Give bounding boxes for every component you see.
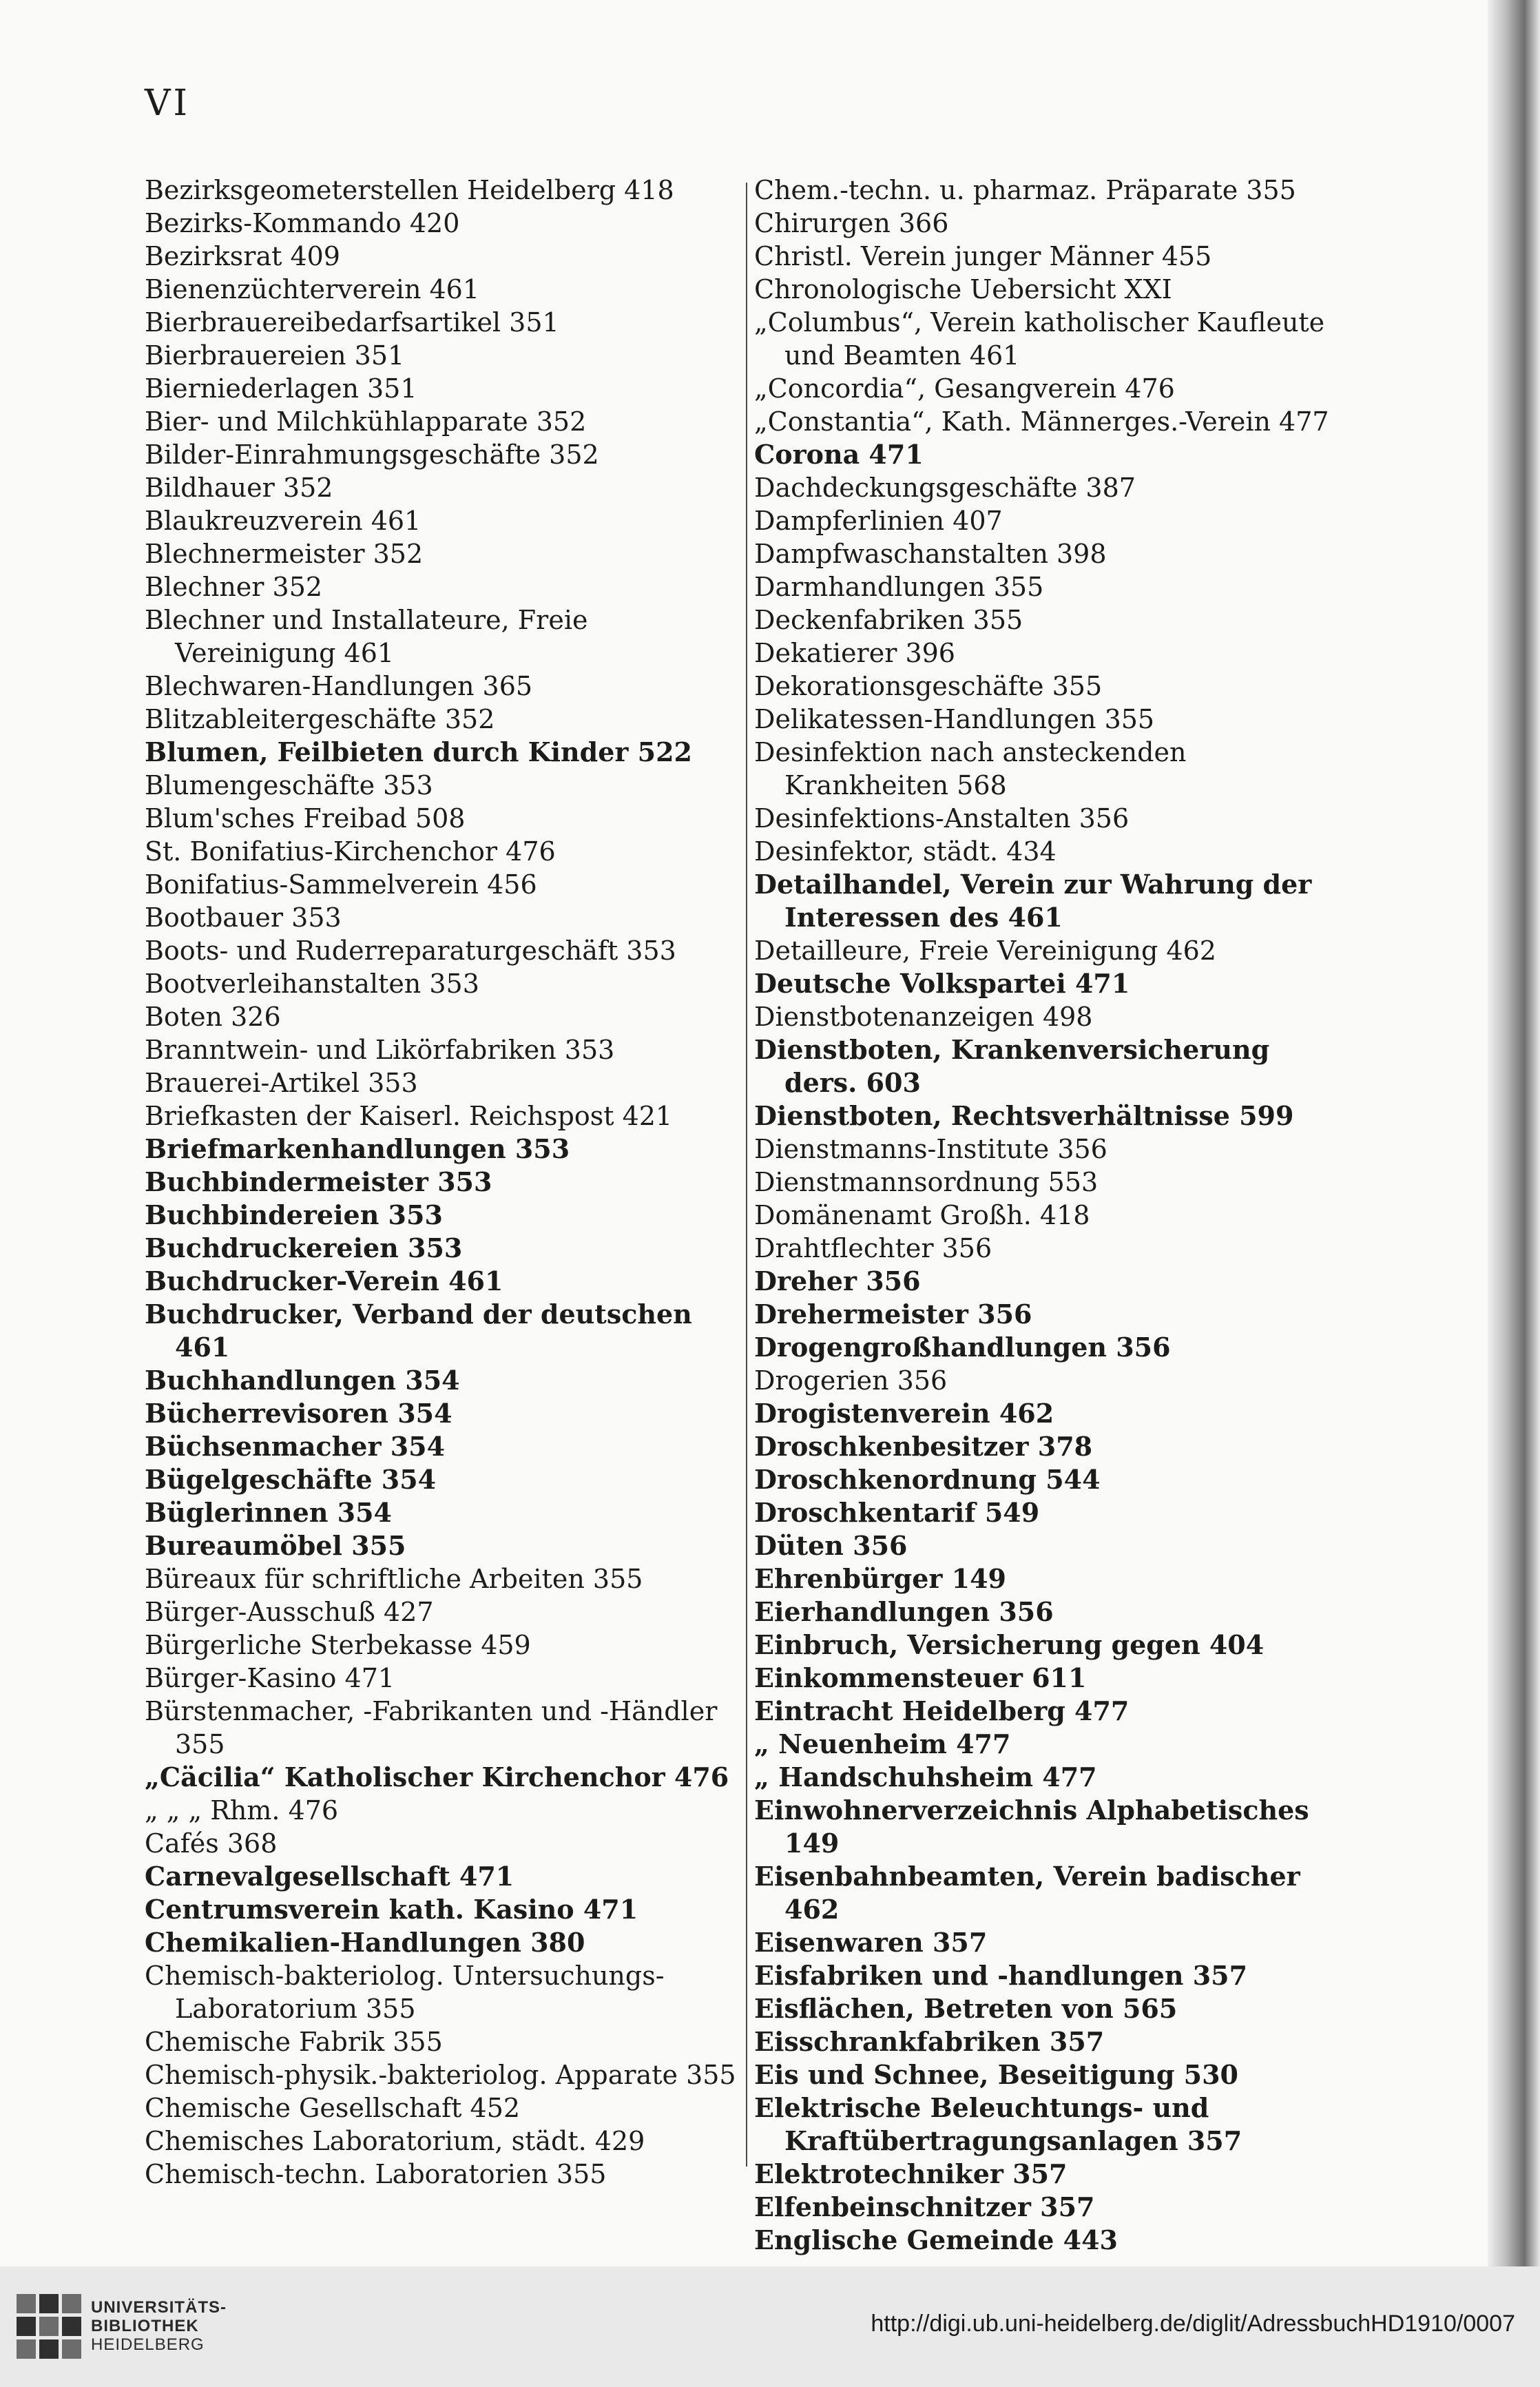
index-entry: Eisfabriken und -handlungen 357 (754, 1960, 1248, 1991)
index-entry: Drahtflechter 356 (754, 1233, 992, 1263)
index-entry: Bureaumöbel 355 (145, 1530, 406, 1561)
index-entry: Deutsche Volkspartei 471 (754, 968, 1130, 999)
index-entry: Einwohnerverzeichnis Alphabetisches 149 (754, 1795, 1309, 1859)
column-divider (746, 183, 747, 2167)
index-entry: Bürger-Ausschuß 427 (145, 1597, 434, 1627)
index-entry: Einbruch, Versicherung gegen 404 (754, 1629, 1265, 1660)
index-entry: Bierbrauereien 351 (145, 340, 405, 371)
index-entry: Centrumsverein kath. Kasino 471 (145, 1894, 638, 1925)
index-entry: Bonifatius-Sammelverein 456 (145, 869, 537, 900)
index-entry: Eintracht Heidelberg 477 (754, 1695, 1130, 1726)
index-entry: „ Handschuhsheim 477 (754, 1761, 1097, 1792)
index-entry: Bootverleihanstalten 353 (145, 969, 479, 999)
index-entry: Düten 356 (754, 1530, 908, 1561)
index-entry: Drogerien 356 (754, 1365, 948, 1396)
index-entry: Dienstboten, Krankenversicherung ders. 603 (754, 1034, 1270, 1098)
index-entry: Bezirksgeometerstellen Heidelberg 418 (145, 175, 674, 205)
index-entry: Bürger-Kasino 471 (145, 1663, 395, 1693)
index-entry: Darmhandlungen 355 (754, 572, 1044, 602)
index-entry: Eisenbahnbeamten, Verein badischer 462 (754, 1861, 1300, 1925)
index-entry: Chemisch-techn. Laboratorien 355 (145, 2159, 607, 2189)
index-entry: Blumengeschäfte 353 (145, 770, 433, 800)
index-column-left (145, 174, 737, 2191)
index-column-right (754, 174, 1346, 2257)
logo-line-3: HEIDELBERG (91, 2335, 205, 2354)
index-entry: Bezirks-Kommando 420 (145, 208, 460, 238)
index-entry: Chemisches Laboratorium, städt. 429 (145, 2126, 645, 2156)
index-entry: Corona 471 (754, 439, 924, 470)
index-entry: Büglerinnen 354 (145, 1497, 392, 1528)
index-entry: Brauerei-Artikel 353 (145, 1068, 418, 1098)
index-entry: Buchhandlungen 354 (145, 1365, 460, 1396)
index-entry: Bierniederlagen 351 (145, 373, 417, 404)
index-entry: Chemische Gesellschaft 452 (145, 2093, 521, 2123)
index-entry: Buchdruckereien 353 (145, 1232, 463, 1263)
index-entry: Dachdeckungsgeschäfte 387 (754, 473, 1136, 503)
index-entry: Eisschrankfabriken 357 (754, 2026, 1105, 2057)
index-entry: Buchbindereien 353 (145, 1199, 443, 1230)
index-entry: „Cäcilia“ Katholischer Kirchenchor 476 (145, 1761, 729, 1792)
index-entry: Eisflächen, Betreten von 565 (754, 1993, 1178, 2024)
index-entry: Bienenzüchterverein 461 (145, 274, 480, 304)
index-entry: Dekatierer 396 (754, 638, 955, 668)
index-entry: Blechnermeister 352 (145, 539, 424, 569)
page-number: VI (145, 83, 191, 124)
index-entry: Delikatessen-Handlungen 355 (754, 704, 1155, 734)
index-entry: Bier- und Milchkühlapparate 352 (145, 406, 587, 437)
index-entry: Detailleure, Freie Vereinigung 462 (754, 936, 1216, 966)
index-entry: Eis und Schnee, Beseitigung 530 (754, 2059, 1238, 2090)
index-entry: Droschkenordnung 544 (754, 1464, 1101, 1495)
index-entry: Ehrenbürger 149 (754, 1563, 1006, 1594)
index-entry: Drogistenverein 462 (754, 1398, 1054, 1429)
index-entry: Briefkasten der Kaiserl. Reichspost 421 (145, 1101, 673, 1131)
index-entry: Dreher 356 (754, 1265, 921, 1296)
index-entry: Bürgerliche Sterbekasse 459 (145, 1630, 531, 1660)
index-entry: Dienstmannsordnung 553 (754, 1167, 1099, 1197)
index-entry: „Concordia“, Gesangverein 476 (754, 373, 1175, 404)
index-entry: Elektrotechniker 357 (754, 2158, 1068, 2189)
index-entry: Büreaux für schriftliche Arbeiten 355 (145, 1564, 643, 1594)
index-entry: Chemisch-physik.-bakteriolog. Apparate 355 (145, 2060, 736, 2090)
index-entry: Blum'sches Freibad 508 (145, 803, 466, 834)
index-entry: Cafés 368 (145, 1828, 278, 1859)
library-logo-icon (17, 2294, 81, 2359)
index-entry: Domänenamt Großh. 418 (754, 1200, 1090, 1230)
index-entry: Blechwaren-Handlungen 365 (145, 671, 533, 701)
index-entry: „Columbus“, Verein katholischer Kaufleute und Beamten 461 (754, 307, 1325, 371)
index-entry: Elfenbeinschnitzer 357 (754, 2191, 1095, 2222)
index-entry: Dampferlinien 407 (754, 506, 1003, 536)
index-entry: Branntwein- und Likörfabriken 353 (145, 1035, 615, 1065)
index-entry: Englische Gemeinde 443 (754, 2224, 1118, 2255)
viewer-footer (0, 2266, 1540, 2387)
logo-line-2: BIBLIOTHEK (91, 2317, 199, 2335)
index-entry: Chemisch-bakteriolog. Untersuchungs-Laboratorium 355 (145, 1961, 665, 2024)
index-entry: Bezirksrat 409 (145, 241, 340, 271)
index-entry: Blumen, Feilbieten durch Kinder 522 (145, 736, 692, 767)
index-entry: Bilder-Einrahmungsgeschäfte 352 (145, 440, 599, 470)
index-entry: Blechner und Installateure, Freie Vereinigung 461 (145, 605, 588, 668)
library-logo-text (91, 2298, 227, 2354)
index-entry: Bootbauer 353 (145, 902, 342, 933)
index-entry: Blitzableitergeschäfte 352 (145, 704, 495, 734)
index-entry: Eierhandlungen 356 (754, 1596, 1054, 1627)
index-entry: „Constantia“, Kath. Männerges.-Verein 477 (754, 406, 1329, 437)
index-entry: „ „ „ Rhm. 476 (145, 1795, 339, 1826)
index-entry: Bücherrevisoren 354 (145, 1398, 452, 1429)
index-entry: Desinfektions-Anstalten 356 (754, 803, 1130, 834)
index-entry: Buchdrucker-Verein 461 (145, 1265, 503, 1296)
index-entry: Christl. Verein junger Männer 455 (754, 241, 1212, 271)
index-entry: Dienstbotenanzeigen 498 (754, 1002, 1093, 1032)
index-entry: Carnevalgesellschaft 471 (145, 1861, 514, 1892)
index-entry: St. Bonifatius-Kirchenchor 476 (145, 836, 556, 867)
logo-line-1: UNIVERSITÄTS- (91, 2298, 227, 2317)
index-entry: Desinfektor, städt. 434 (754, 836, 1057, 867)
index-entry: Bürstenmacher, -Fabrikanten und -Händler 355 (145, 1696, 718, 1759)
index-entry: Elektrische Beleuchtungs- und Kraftübertragungsanlagen 357 (754, 2092, 1242, 2156)
index-entry: „ Neuenheim 477 (754, 1728, 1011, 1759)
source-url-link[interactable]: http://digi.ub.uni-heidelberg.de/diglit/AdressbuchHD1910/0007 (871, 2311, 1515, 2337)
index-entry: Drehermeister 356 (754, 1299, 1032, 1330)
index-entry: Einkommensteuer 611 (754, 1662, 1087, 1693)
index-entry: Buchdrucker, Verband der deutschen 461 (145, 1299, 692, 1363)
index-entry: Droschkenbesitzer 378 (754, 1431, 1093, 1462)
index-entry: Dienstmanns-Institute 356 (754, 1134, 1107, 1164)
index-entry: Blechner 352 (145, 572, 323, 602)
index-entry: Bildhauer 352 (145, 473, 333, 503)
index-entry: Blaukreuzverein 461 (145, 506, 422, 536)
index-entry: Bierbrauereibedarfsartikel 351 (145, 307, 559, 338)
index-entry: Bügelgeschäfte 354 (145, 1464, 437, 1495)
index-entry: Chemikalien-Handlungen 380 (145, 1927, 585, 1958)
index-entry: Droschkentarif 549 (754, 1497, 1040, 1528)
index-entry: Büchsenmacher 354 (145, 1431, 446, 1462)
index-entry: Dienstboten, Rechtsverhältnisse 599 (754, 1100, 1294, 1131)
index-entry: Dampfwaschanstalten 398 (754, 539, 1107, 569)
book-edge (1488, 0, 1540, 2266)
index-entry: Detailhandel, Verein zur Wahrung der Interessen des 461 (754, 869, 1312, 933)
index-entry: Desinfektion nach ansteckenden Krankheiten 568 (754, 737, 1187, 800)
index-entry: Drogengroßhandlungen 356 (754, 1332, 1171, 1363)
index-entry: Eisenwaren 357 (754, 1927, 988, 1958)
index-entry: Chem.-techn. u. pharmaz. Präparate 355 (754, 175, 1296, 205)
index-entry: Chirurgen 366 (754, 208, 949, 238)
index-entry: Boten 326 (145, 1002, 281, 1032)
index-entry: Dekorationsgeschäfte 355 (754, 671, 1103, 701)
index-entry: Chronologische Uebersicht XXI (754, 274, 1172, 304)
index-entry: Boots- und Ruderreparaturgeschäft 353 (145, 936, 676, 966)
index-entry: Chemische Fabrik 355 (145, 2027, 443, 2057)
index-entry: Deckenfabriken 355 (754, 605, 1023, 635)
index-entry: Briefmarkenhandlungen 353 (145, 1133, 570, 1164)
index-entry: Buchbindermeister 353 (145, 1166, 492, 1197)
